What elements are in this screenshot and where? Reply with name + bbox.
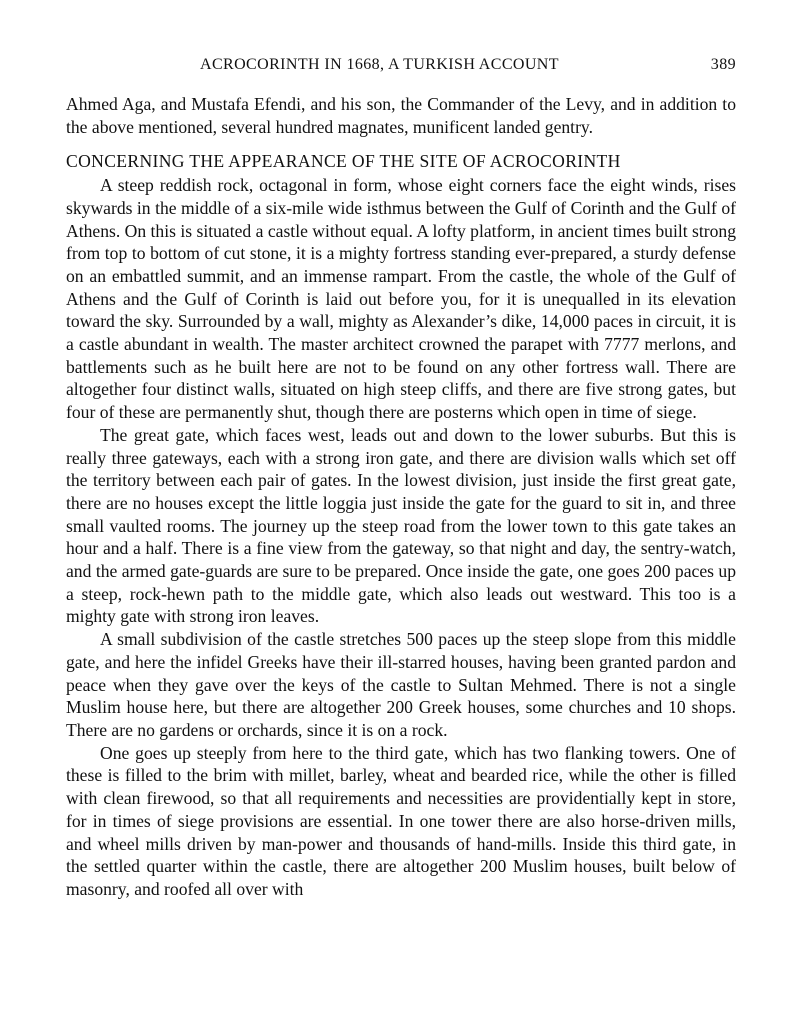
body-text bbox=[66, 93, 736, 901]
continuation-paragraph: Ahmed Aga, and Mustafa Efendi, and his son, the Commander of the Levy, and in addition to the above mentioned, several hundred magnates, munificent landed gentry. bbox=[66, 94, 736, 137]
paragraph-rock-description: A steep reddish rock, octagonal in form, whose eight corners face the eight winds, rises skywards in the middle of a six-mile wide isthmus between the Gulf of Corinth and the Gulf of Athens. On this is situated a castle without equal. A lofty platform, in ancient times built strong from top to bottom of cut stone, it is a mighty fortress standing ever-prepared, a sturdy defense on an embattled summit, and an immense rampart. From the castle, the whole of the Gulf of Athens and the Gulf of Corinth is laid out before you, for it is unequalled in its elevation toward the sky. Surrounded by a wall, mighty as Alexander’s dike, 14,000 paces in circuit, it is a castle abundant in wealth. The master architect crowned the parapet with 7777 merlons, and battlements such as he built here are not to be found on any other fortress wall. There are altogether four distinct walls, situated on high steep cliffs, and there are five strong gates, but four of these are permanently shut, though there are posterns which open in time of siege. bbox=[66, 175, 736, 423]
page-number: 389 bbox=[710, 56, 736, 73]
section-heading: CONCERNING THE APPEARANCE OF THE SITE OF ACROCORINTH bbox=[66, 151, 621, 172]
paragraph-greek-quarter: A small subdivision of the castle stretches 500 paces up the steep slope from this middle gate, and here the infidel Greeks have their ill-starred houses, having been granted pardon and peace when they gave over the keys of the castle to Sultan Mehmed. There is not a single Muslim house here, but there are altogether 200 Greek houses, some churches and 10 shops. There are no gardens or orchards, since it is on a rock. bbox=[66, 629, 736, 740]
paragraph-third-gate: One goes up steeply from here to the third gate, which has two flanking towers. One of these is filled to the brim with millet, barley, wheat and bearded rice, while the other is filled with clean firewood, so that all requirements and necessities are providentially kept in store, for in times of siege provisions are essential. In one tower there are also horse-driven mills, and wheel mills driven by man-power and thousands of hand-mills. Inside this third gate, in the settled quarter within the castle, there are altogether 200 Muslim houses, built below of masonry, and roofed all over with bbox=[66, 742, 736, 899]
paragraph-great-gate: The great gate, which faces west, leads out and down to the lower suburbs. But this is really three gateways, each with a strong iron gate, and there are division walls which set off the territory between each pair of gates. In the lowest division, just inside the first great gate, there are no houses except the little loggia just inside the gate for the guard to sit in, and three small vaulted rooms. The journey up the steep road from the lower town to this gate takes an hour and a half. There is a fine view from the gateway, so that night and day, the sentry-watch, and the armed gate-guards are sure to be prepared. Once inside the gate, one goes 200 paces up a steep, rock-hewn path to the middle gate, which also leads out westward. This too is a mighty gate with strong iron leaves. bbox=[66, 424, 736, 627]
running-head bbox=[66, 56, 736, 78]
running-title: ACROCORINTH IN 1668, A TURKISH ACCOUNT bbox=[200, 56, 559, 73]
